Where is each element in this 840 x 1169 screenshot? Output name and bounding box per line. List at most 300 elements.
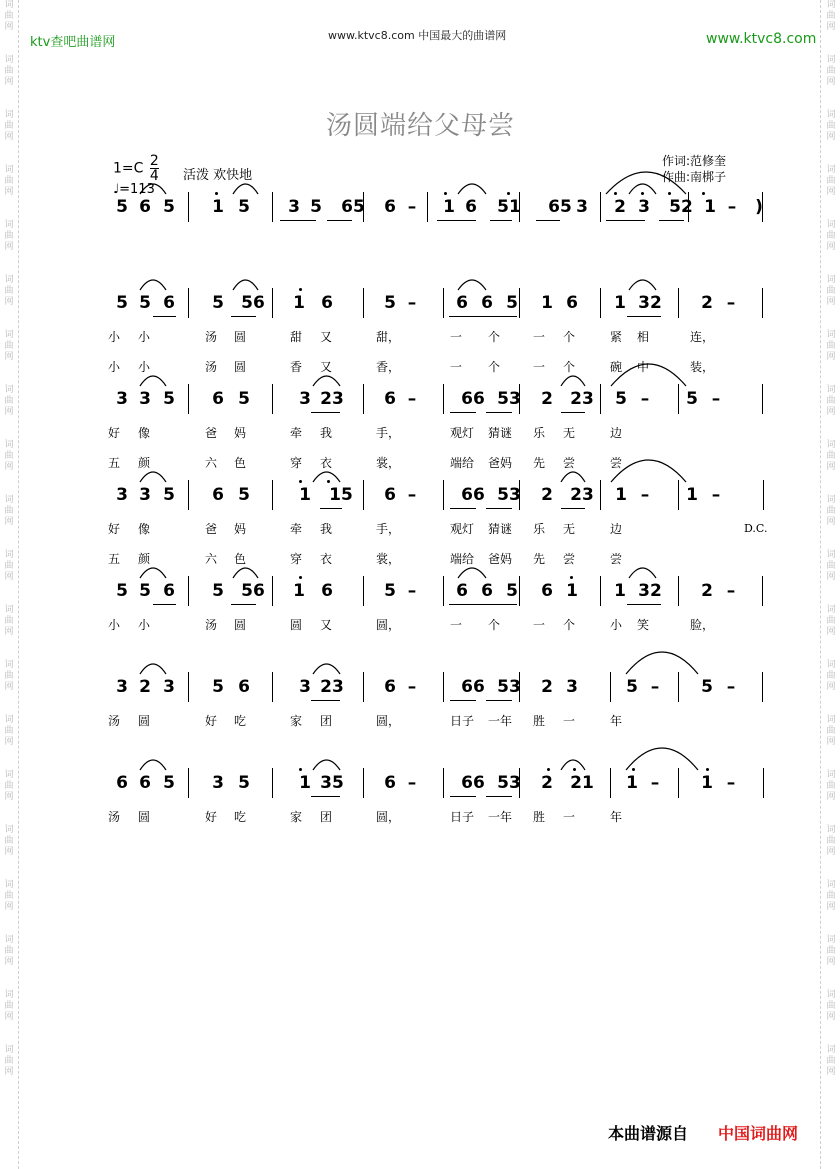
lyric-line2-word: 端给 <box>450 456 475 470</box>
slur <box>138 566 168 580</box>
slur <box>138 374 168 388</box>
note: 2 <box>541 773 553 793</box>
lyric-line2-word: 端给 <box>450 552 475 566</box>
lyric-line1-word: 边 <box>610 522 623 536</box>
lyric-line2-word: 尝 <box>610 552 623 566</box>
dash-note: – <box>407 389 417 409</box>
bar-line <box>363 480 364 510</box>
lyric-line1-word: 圆 <box>234 330 247 344</box>
note: 6 <box>566 293 578 313</box>
note: 3 <box>116 485 128 505</box>
right-side-watermark: 词 曲 网 词 曲 网 词 曲 网 词 曲 网 词 曲 网 词 曲 网 词 曲 网 词 曲 网 词 曲 网 词 曲 网 词 曲 网 词 曲 网 词 曲 网 词 曲 网 词 曲 网 词 曲 网 词 曲 网 词 曲 网 词 曲 网 词 曲 网 <box>826 0 836 1077</box>
note: 6 <box>212 485 224 505</box>
lyric-line2-word: 碗 <box>610 360 623 374</box>
note: 6 <box>321 581 333 601</box>
note: 3 <box>212 773 224 793</box>
bar-line <box>600 384 601 414</box>
note: 1 <box>299 773 311 793</box>
note: 5 <box>163 197 175 217</box>
beam-underline <box>627 604 661 605</box>
note: 3 <box>163 677 175 697</box>
note: 3 <box>139 389 151 409</box>
note: 6 <box>384 485 396 505</box>
bar-line <box>519 768 520 798</box>
lyric-line1-word: 汤 <box>108 714 121 728</box>
beam-underline <box>153 604 176 605</box>
octave-dot <box>632 768 635 771</box>
note: 1 <box>614 581 626 601</box>
note: 35 <box>320 773 344 793</box>
header-site-url[interactable]: www.ktvc8.com <box>706 31 817 47</box>
slur <box>311 374 342 388</box>
header-site-name[interactable]: ktv查吧曲谱网 <box>30 35 116 50</box>
lyric-line2-word: 爸妈 <box>488 456 513 470</box>
note: 6 <box>139 773 151 793</box>
key-label: 1=C <box>113 160 144 177</box>
bar-line <box>519 384 520 414</box>
note: 6 <box>456 293 468 313</box>
lyric-line1-word: 猜谜 <box>488 426 513 440</box>
dash-note: – <box>650 773 660 793</box>
beam-underline <box>320 508 342 509</box>
left-side-watermark: 词 曲 网 词 曲 网 词 曲 网 词 曲 网 词 曲 网 词 曲 网 词 曲 网 词 曲 网 词 曲 网 词 曲 网 词 曲 网 词 曲 网 词 曲 网 词 曲 网 词 曲 网 词 曲 网 词 曲 网 词 曲 网 词 曲 网 词 曲 网 <box>4 0 14 1077</box>
bar-line <box>272 672 273 702</box>
bar-line <box>363 288 364 318</box>
note: 3 <box>566 677 578 697</box>
dash-note: – <box>650 677 660 697</box>
note: 5 <box>163 773 175 793</box>
lyric-line2-word: 先 <box>533 552 546 566</box>
note: 6 <box>139 197 151 217</box>
lyric-line1-word: 手， <box>376 522 401 536</box>
octave-dot <box>299 480 302 483</box>
bar-line <box>763 768 764 798</box>
beam-underline <box>486 796 512 797</box>
time-sig-top: 2 <box>149 153 159 169</box>
note: 66 <box>461 389 485 409</box>
dash-note: – <box>407 773 417 793</box>
bar-line <box>363 672 364 702</box>
lyric-line2-word: 穿 <box>290 456 303 470</box>
lyric-line2-word: 五 <box>108 552 121 566</box>
bar-line <box>188 768 189 798</box>
slur <box>231 566 260 580</box>
bar-line <box>272 768 273 798</box>
lyric-line1-word: 猜谜 <box>488 522 513 536</box>
bar-line <box>678 768 679 798</box>
beam-underline <box>231 604 256 605</box>
bar-line <box>443 288 444 318</box>
dash-note: – <box>407 293 417 313</box>
lyric-line1-word: 家 <box>290 714 303 728</box>
lyric-line1-word: 无 <box>563 426 576 440</box>
lyric-line1-word: 一 <box>533 330 546 344</box>
note: 5 <box>139 581 151 601</box>
lyric-line1-word: 手， <box>376 426 401 440</box>
lyric-line2-word: 香 <box>290 360 303 374</box>
octave-dot <box>299 288 302 291</box>
note: 23 <box>570 485 594 505</box>
note: 5 <box>506 581 518 601</box>
slur <box>311 758 342 772</box>
bar-line <box>363 192 364 222</box>
lyric-line2-word: 小 <box>138 360 151 374</box>
lyric-line1-word: 乐 <box>533 522 546 536</box>
note: 1 <box>615 485 627 505</box>
lyric-line2-word: 一 <box>533 360 546 374</box>
dash-note: – <box>726 293 736 313</box>
lyric-line2-word: 尝 <box>610 456 623 470</box>
lyric-line1-word: 个 <box>488 618 501 632</box>
octave-dot <box>668 192 671 195</box>
bar-line <box>600 288 601 318</box>
lyric-line1-word: 一年 <box>488 714 513 728</box>
lyric-line2-word: 一 <box>450 360 463 374</box>
lyric-line2-word: 圆 <box>234 360 247 374</box>
note: 6 <box>384 773 396 793</box>
slur <box>311 662 342 676</box>
note: 2 <box>541 677 553 697</box>
note: 6 <box>212 389 224 409</box>
note: 56 <box>241 581 265 601</box>
lyric-line1-word: 我 <box>320 522 333 536</box>
note: 2 <box>541 485 553 505</box>
lyric-line1-word: 观灯 <box>450 426 475 440</box>
note: 3 <box>116 677 128 697</box>
note: 5 <box>116 581 128 601</box>
note: 1 <box>299 485 311 505</box>
dash-note: – <box>640 389 650 409</box>
lyric-line1-word: 甜， <box>376 330 401 344</box>
lyric-line2-word: 中 <box>637 360 650 374</box>
note: 6 <box>163 293 175 313</box>
lyric-line2-word: 小 <box>108 360 121 374</box>
note: 2 <box>139 677 151 697</box>
note: 5 <box>212 293 224 313</box>
lyric-line1-word: 好 <box>108 522 121 536</box>
note: 1 <box>701 773 713 793</box>
note: 23 <box>320 389 344 409</box>
lyric-line2-word: 个 <box>488 360 501 374</box>
note: 51 <box>497 197 521 217</box>
lyric-line2-word: 香， <box>376 360 401 374</box>
dash-note: – <box>711 485 721 505</box>
octave-dot <box>547 768 550 771</box>
note: 5 <box>238 389 250 409</box>
lyric-line1-word: 像 <box>138 522 151 536</box>
bar-line <box>519 576 520 606</box>
note: 2 <box>541 389 553 409</box>
note: 1 <box>686 485 698 505</box>
lyric-line1-word: 一 <box>533 618 546 632</box>
bar-line <box>610 672 611 702</box>
note: 3 <box>139 485 151 505</box>
beam-underline <box>561 508 585 509</box>
lyric-line1-word: 个 <box>488 330 501 344</box>
slur <box>627 278 658 292</box>
octave-dot <box>215 192 218 195</box>
note: 6 <box>384 197 396 217</box>
lyric-line2-word: 色 <box>234 456 247 470</box>
bar-line <box>763 480 764 510</box>
note: 3 <box>299 677 311 697</box>
bar-line <box>678 384 679 414</box>
bar-line <box>188 480 189 510</box>
dash-note: – <box>711 389 721 409</box>
lyric-line1-word: 一 <box>563 714 576 728</box>
lyric-line1-word: 又 <box>320 330 333 344</box>
dash-note: – <box>726 581 736 601</box>
note: 1 <box>541 293 553 313</box>
note: 6 <box>116 773 128 793</box>
note: 2 <box>701 293 713 313</box>
lyric-line2-word: 先 <box>533 456 546 470</box>
octave-dot <box>507 192 510 195</box>
lyric-line1-word: 年 <box>610 714 623 728</box>
lyric-line2-word: 尝 <box>563 456 576 470</box>
octave-dot <box>444 192 447 195</box>
beam-underline <box>659 220 684 221</box>
slur <box>559 374 587 388</box>
note: 5 <box>116 197 128 217</box>
lyric-line1-word: 小 <box>108 330 121 344</box>
lyric-line1-word: 无 <box>563 522 576 536</box>
lyric-line1-word: 好 <box>205 714 218 728</box>
lyric-line1-word: 连， <box>690 330 715 344</box>
dash-note: – <box>726 677 736 697</box>
note: 6 <box>321 293 333 313</box>
note: 3 <box>576 197 588 217</box>
bar-line <box>272 576 273 606</box>
octave-dot <box>614 192 617 195</box>
octave-dot <box>573 768 576 771</box>
bar-line <box>443 384 444 414</box>
lyric-line2-word: 裳， <box>376 456 401 470</box>
beam-underline <box>449 604 517 605</box>
slur <box>138 758 168 772</box>
slur <box>231 278 260 292</box>
dash-note: – <box>640 485 650 505</box>
lyric-line1-word: 个 <box>563 618 576 632</box>
slur <box>456 278 488 292</box>
note: 5 <box>163 389 175 409</box>
beam-underline <box>280 220 316 221</box>
note: 6 <box>456 581 468 601</box>
note: 1 <box>293 293 305 313</box>
note: 6 <box>384 677 396 697</box>
lyric-line1-word: 日子 <box>450 714 475 728</box>
note: 3 <box>299 389 311 409</box>
beam-underline <box>311 412 340 413</box>
octave-dot <box>299 576 302 579</box>
lyric-line1-word: 吃 <box>234 714 247 728</box>
note: 1 <box>704 197 716 217</box>
note: 1 <box>626 773 638 793</box>
lyric-line2-word: 个 <box>563 360 576 374</box>
lyric-line1-word: 年 <box>610 810 623 824</box>
bar-line <box>519 672 520 702</box>
note: 66 <box>461 773 485 793</box>
lyric-line1-word: 圆 <box>138 810 151 824</box>
beam-underline <box>437 220 476 221</box>
slur <box>231 182 260 196</box>
note: 53 <box>497 677 521 697</box>
lyric-line1-word: 小 <box>138 618 151 632</box>
bar-line <box>363 384 364 414</box>
slur <box>138 470 168 484</box>
note: 21 <box>570 773 594 793</box>
note: 53 <box>497 485 521 505</box>
lyric-line1-word: 胜 <box>533 714 546 728</box>
lyric-line1-word: 圆， <box>376 714 401 728</box>
lyric-line1-word: 日子 <box>450 810 475 824</box>
bar-line <box>678 288 679 318</box>
note: 5 <box>506 293 518 313</box>
right-margin-rule <box>820 0 821 1169</box>
note: 6 <box>481 293 493 313</box>
note: 5 <box>212 581 224 601</box>
note: 52 <box>669 197 693 217</box>
lyric-line1-word: 圆 <box>234 618 247 632</box>
lyric-line2-word: 穿 <box>290 552 303 566</box>
bar-line <box>762 672 763 702</box>
note: 6 <box>238 677 250 697</box>
beam-underline <box>311 700 340 701</box>
lyric-line1-word: 一年 <box>488 810 513 824</box>
footer-source-label: 本曲谱源自 <box>608 1124 689 1143</box>
bar-line <box>678 576 679 606</box>
dash-note: – <box>407 677 417 697</box>
note: 23 <box>320 677 344 697</box>
lyric-line2-word: 六 <box>205 456 218 470</box>
note: 1 <box>212 197 224 217</box>
slur <box>456 566 488 580</box>
beam-underline <box>450 508 476 509</box>
note: 56 <box>241 293 265 313</box>
lyric-line1-word: 汤 <box>205 330 218 344</box>
bar-line <box>443 768 444 798</box>
dash-note: – <box>726 773 736 793</box>
lyric-line1-word: 观灯 <box>450 522 475 536</box>
note: 6 <box>481 581 493 601</box>
lyric-line1-word: 又 <box>320 618 333 632</box>
lyric-line1-word: 脸， <box>690 618 715 632</box>
lyric-line1-word: 团 <box>320 714 333 728</box>
note: 32 <box>638 581 662 601</box>
note: 6 <box>384 389 396 409</box>
slur <box>624 746 700 772</box>
bar-line <box>363 768 364 798</box>
beam-underline <box>490 220 512 221</box>
lyric-line1-word: 妈 <box>234 426 247 440</box>
metronome-mark <box>113 182 155 197</box>
lyric-line1-word: 一 <box>450 330 463 344</box>
lyric-line1-word: 吃 <box>234 810 247 824</box>
lyric-line2-word: 颜 <box>138 552 151 566</box>
quarter-note-icon: ♩ <box>113 182 120 197</box>
lyric-line1-word: 相 <box>637 330 650 344</box>
note: 3 <box>288 197 300 217</box>
composer: 作曲:南梆子 <box>662 170 727 184</box>
slur <box>624 650 700 676</box>
octave-dot <box>570 576 573 579</box>
lyric-line1-word: 乐 <box>533 426 546 440</box>
bar-line <box>443 672 444 702</box>
header-tagline: www.ktvc8.com 中国最大的曲谱网 <box>328 29 507 42</box>
lyric-line1-word: 我 <box>320 426 333 440</box>
beam-underline <box>486 412 512 413</box>
lyric-line1-word: 边 <box>610 426 623 440</box>
beam-underline <box>231 316 256 317</box>
slur <box>138 662 168 676</box>
note: 1 <box>443 197 455 217</box>
beam-underline <box>450 412 476 413</box>
bar-line <box>272 192 273 222</box>
bar-line <box>762 384 763 414</box>
bar-line <box>610 768 611 798</box>
lyric-line1-word: 牵 <box>290 522 303 536</box>
note: 15 <box>329 485 353 505</box>
credits <box>662 153 726 185</box>
note: 65 <box>341 197 365 217</box>
beam-underline <box>450 796 476 797</box>
note: 5 <box>238 485 250 505</box>
note: 6 <box>163 581 175 601</box>
song-title: 汤圆端给父母尝 <box>326 111 516 141</box>
beam-underline <box>606 220 645 221</box>
lyric-line1-word: 小 <box>108 618 121 632</box>
bar-line <box>188 672 189 702</box>
left-margin-rule <box>18 0 19 1169</box>
lyricist: 作词:范修奎 <box>662 154 727 168</box>
note: 5 <box>384 293 396 313</box>
bar-line <box>762 576 763 606</box>
octave-dot <box>641 192 644 195</box>
beam-underline <box>450 700 476 701</box>
beam-underline <box>536 220 560 221</box>
lyric-line1-word: 一 <box>563 810 576 824</box>
slur <box>456 182 488 196</box>
beam-underline <box>311 796 340 797</box>
note: 2 <box>701 581 713 601</box>
note: 65 <box>548 197 572 217</box>
lyric-line1-word: 胜 <box>533 810 546 824</box>
beam-underline <box>153 316 176 317</box>
time-sig-bottom: 4 <box>149 168 159 184</box>
note: 3 <box>116 389 128 409</box>
slur <box>627 566 658 580</box>
metronome-value: =113 <box>119 182 155 197</box>
lyric-line1-word: 汤 <box>205 618 218 632</box>
bar-line <box>678 480 679 510</box>
note: 1 <box>614 293 626 313</box>
note: 2 <box>614 197 626 217</box>
dash-note: – <box>407 197 417 217</box>
lyric-line2-word: 装， <box>690 360 715 374</box>
lyric-line1-word: 圆 <box>138 714 151 728</box>
bar-line <box>272 480 273 510</box>
lyric-line2-word: 色 <box>234 552 247 566</box>
footer-site-link[interactable]: 中国词曲网 <box>718 1124 799 1143</box>
bar-line <box>600 192 601 222</box>
note: 5 <box>686 389 698 409</box>
bar-line <box>427 192 428 222</box>
slur <box>559 470 587 484</box>
bar-line <box>443 576 444 606</box>
lyric-line2-word: 爸妈 <box>488 552 513 566</box>
octave-dot <box>702 192 705 195</box>
lyric-line1-word: 个 <box>563 330 576 344</box>
